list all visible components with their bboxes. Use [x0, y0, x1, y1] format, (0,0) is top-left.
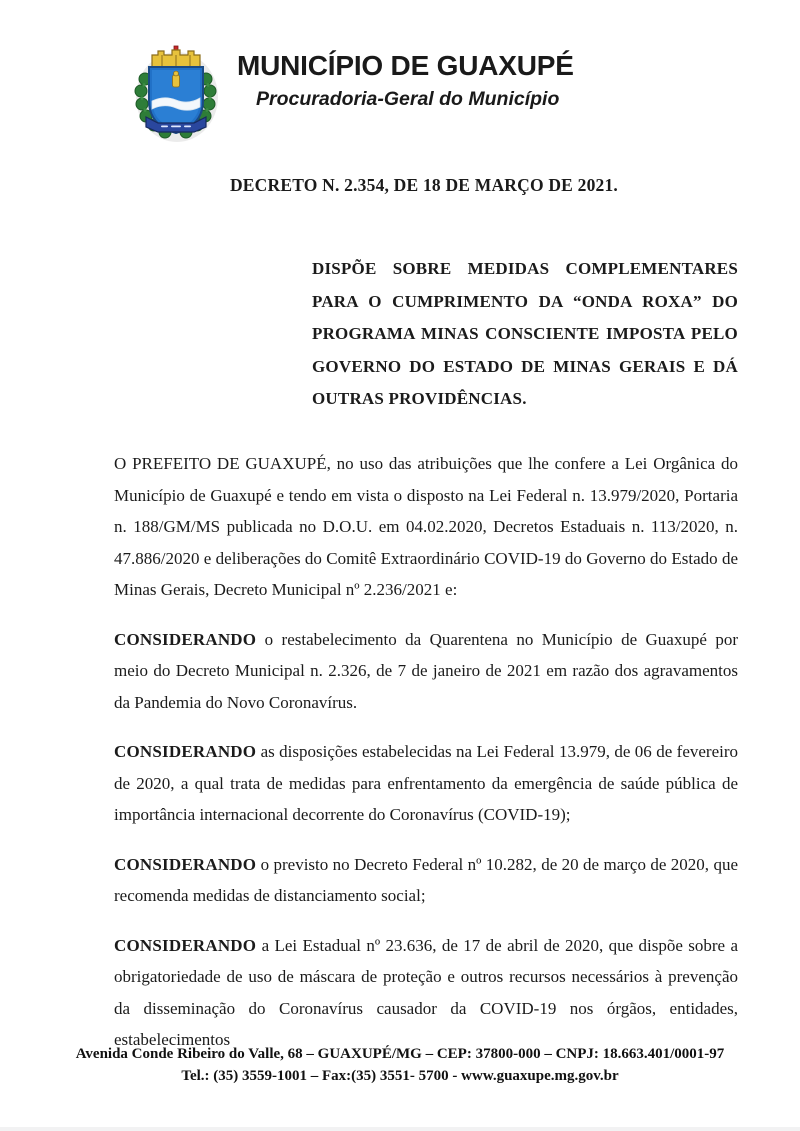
footer-address-line: Avenida Conde Ribeiro do Valle, 68 – GUAXUPÉ/MG – CEP: 37800-000 – CNPJ: 18.663.401/0001-97	[75, 1046, 725, 1062]
body-paragraph: CONSIDERANDO as disposições estabelecidas na Lei Federal 13.979, de 06 de fevereiro de 2020, a qual trata de medidas para enfrentamento da emergência de saúde pública de importância internacional decorrente do Coronavírus (COVID-19);	[114, 742, 738, 824]
body-paragraph: O PREFEITO DE GUAXUPÉ, no uso das atribuições que lhe confere a Lei Orgânica do Município de Guaxupé e tendo em vista o disposto na Lei Federal n. 13.979/2020, Portaria n. 188/GM/MS publicada no D.O.U. em 04.02.2020, Decretos Estaduais n. 113/2020, n. 47.886/2020 e deliberações do Comitê Extraordinário COVID-19 do Governo do Estado de Minas Gerais, Decreto Municipal nº 2.236/2021 e:	[114, 454, 738, 599]
decree-body	[114, 448, 738, 1074]
footer-contact-line: Tel.: (35) 3559-1001 – Fax:(35) 3551- 5700 - www.guaxupe.mg.gov.br	[181, 1068, 619, 1084]
body-paragraph: CONSIDERANDO o restabelecimento da Quarentena no Município de Guaxupé por meio do Decreto Municipal n. 2.326, de 7 de janeiro de 2021 em razão dos agravamentos da Pandemia do Novo Coronavírus.	[114, 629, 738, 712]
letterhead-footer	[0, 1043, 800, 1087]
department-subtitle: Procuradoria-Geral do Município	[256, 88, 560, 110]
decree-summary: DISPÕE SOBRE MEDIDAS COMPLEMENTARES PARA O CUMPRIMENTO DA “ONDA ROXA” DO PROGRAMA MINAS CONSCIENTE IMPOSTA PELO GOVERNO DO ESTADO DE MINAS GERAIS E DÁ OUTRAS PROVIDÊNCIAS.	[312, 259, 738, 408]
body-paragraph: CONSIDERANDO o previsto no Decreto Federal nº 10.282, de 20 de março de 2020, que recomenda medidas de distanciamento social;	[114, 854, 738, 905]
paragraph-lead: CONSIDERANDO	[114, 629, 257, 649]
guaxupe-coat-of-arms-icon	[132, 45, 220, 143]
municipality-title: MUNICÍPIO DE GUAXUPÉ	[237, 50, 574, 81]
paragraph-lead: CONSIDERANDO	[114, 854, 257, 874]
paragraph-lead: CONSIDERANDO	[114, 935, 257, 955]
letterhead	[237, 50, 574, 111]
decree-heading: DECRETO N. 2.354, DE 18 DE MARÇO DE 2021.	[229, 175, 619, 195]
body-paragraph: CONSIDERANDO a Lei Estadual nº 23.636, de 17 de abril de 2020, que dispõe sobre a obrigatoriedade de uso de máscara de proteção e outros recursos necessários à prevenção da disseminação do Coronavírus causador da COVID-19 nos órgãos, entidades, estabelecimentos	[114, 935, 738, 1049]
paragraph-lead: CONSIDERANDO	[114, 742, 257, 761]
page-edge	[0, 1127, 800, 1131]
